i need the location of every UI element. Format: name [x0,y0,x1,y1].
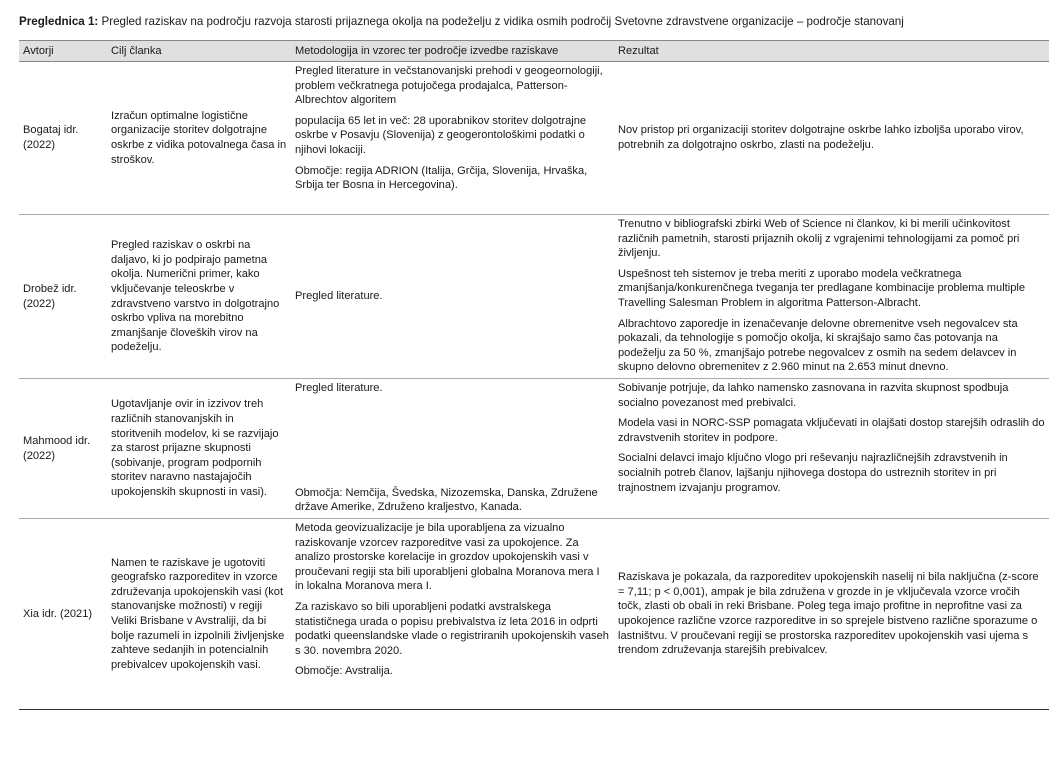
result-paragraph: Modela vasi in NORC-SSP pomagata vključevati in olajšati dostop starejših odraslih do zdravstvenih storitev in podpore. [618,417,1045,444]
goal-cell: Izračun optimalne logistične organizacije storitev dolgotrajne oskrbe z vidika potovalnega časa in stroškov. [107,62,291,215]
result-paragraph: Sobivanje potrjuje, da lahko namensko zasnovana in razvita skupnost spodbuja socialno povezanost med prebivalci. [618,382,1009,409]
author-cell: Mahmood idr. (2022) [19,379,107,519]
table-row [19,519,1049,710]
method-paragraph: Metoda geovizualizacije je bila uporabljena za vizualno raziskovanje vzorcev razporeditve vasi za upokojence. Za analizo prostorske korelacije in grozdov upokojenskih vasi v proučevani regiji sta bili uporabljeni globalna Moranova mera I in lokalna Moranova mera I. [295,522,600,593]
method-paragraph: Pregled literature in večstanovanjski prehodi v geogeornologiji, problem večkratnega potujočega prodajalca, Patterson-Albrechtov algoritem [295,65,603,107]
table-caption [19,14,1049,30]
result-paragraph: Albrachtovo zaporedje in izenačevanje delovne obremenitve vseh negovalcev sta pokazali, da tehnologije s pomočjo okolja, ki skrajšajo samo čas potovanja na podeželju za 50 %, zmanjšajo potrebe negovalcev z osmih na sedem delavcev in skupno delovno obremenitev z 2.960 minut na 2.653 minut dnevno. [618,317,1018,374]
author-cell: Drobež idr. (2022) [19,215,107,379]
result-cell [614,215,1049,379]
goal-cell: Ugotavljanje ovir in izzivov treh različnih stanovanjskih in storitvenih modelov, ki se razvijajo za starost prijazne skupnosti (sobivanje, program podpornih storitev naravno nastajajočih upokojenskih skupnosti in vasi). [107,379,291,519]
caption-label: Preglednica 1: [19,15,99,28]
method-paragraph: Pregled literature. [295,382,383,394]
method-paragraph: populacija 65 let in več: 28 uporabnikov storitev dolgotrajne oskrbe v Posavju (Slovenija) z geogerontološkimi podatki o njihovi lokaciji. [295,114,587,156]
method-cell [291,62,614,215]
result-cell [614,62,1049,215]
table-header-row [19,41,1049,62]
result-paragraph: Uspešnost teh sistemov je treba meriti z uporabo modela večkratnega zmanjšanja/konkurenčnega tveganja ter predlagane kombinacije problema multiple Travelling Salesman Problem in algoritma Patterson-Albracht. [618,267,1026,309]
header-method: Metodologija in vzorec ter področje izvedbe raziskave [291,41,614,62]
result-paragraph: Trenutno v bibliografski zbirki Web of Science ni člankov, ki bi merili učinkovitost različnih pametnih, starosti prijaznih okolij z vgrajenimi tehnologijami za pomoč pri življenju. [618,218,1020,260]
result-paragraph: Nov pristop pri organizaciji storitev dolgotrajne oskrbe lahko izboljša uporabo virov, potrebnih za dolgotrajno oskrbo, zlasti na podeželju. [618,124,1024,151]
header-result: Rezultat [614,41,1049,62]
table-row [19,379,1049,519]
method-paragraph: Pregled literature. [295,290,383,303]
header-goal: Cilj članka [107,41,291,62]
header-authors: Avtorji [19,41,107,62]
result-paragraph: Socialni delavci imajo ključno vlogo pri reševanju najrazličnejših zdravstvenih in socialnih potreb članov, lajšanju njihovega dostopa do ustreznih storitev in pri trajnostnem izvajanju programov. [618,452,1008,494]
author-cell: Xia idr. (2021) [19,519,107,710]
method-paragraph: Za raziskavo so bili uporabljeni podatki avstralskega statističnega urada o popisu prebivalstva iz leta 2016 in odprti podatki queenslandske vlade o registriranih upokojenskih vaseh s 30. novembra 2020. [295,600,609,657]
author-cell: Bogataj idr. (2022) [19,62,107,215]
method-paragraph: Območje: regija ADRION (Italija, Grčija, Slovenija, Hrvaška, Srbija ter Bosna in Hercegovina). [295,164,588,192]
result-cell [614,519,1049,710]
method-cell [291,519,614,710]
result-cell [614,379,1049,519]
table-row [19,215,1049,379]
method-paragraph: Območje: Avstralija. [295,665,393,678]
method-paragraph: Območja: Nemčija, Švedska, Nizozemska, Danska, Združene države Amerike, Združeno kraljestvo, Kanada. [295,486,598,514]
goal-cell: Namen te raziskave je ugotoviti geografsko razporeditev in vzorce združevanja upokojenskih vasi (kot stanovanjske možnosti) v regiji Veliki Brisbane v Avstraliji, da bi bolje razumeli in izpolnili življenjske zahteve sedanjih in potencialnih prebivalcev upokojenskih vasi. [107,519,291,710]
result-paragraph: Raziskava je pokazala, da razporeditev upokojenskih naselij ni bila naključna (z-score = 7,11; p < 0,001), ampak je bila združena v grozde in je vključevala vzorce vročih točk, zlasti ob obali in reki Brisbane. Poleg tega imajo profitne in neprofitne vasi za upokojence različne vzorce razporeditve in so sprejele bistveno različne sporazume o lastništvu. V proučevani regiji se prostorska razporeditev upokojenskih vasi ujema s trendom združevanja starejših prebivalcev. [618,571,1039,657]
method-cell [291,379,614,519]
literature-table [19,40,1049,710]
goal-cell: Pregled raziskav o oskrbi na daljavo, ki jo podpirajo pametna okolja. Numerični primer, kako vključevanje teleoskrbe v zdravstveno varstvo in dolgotrajno oskrbo vpliva na morebitno zmanjšanje človeških virov na podeželju. [107,215,291,379]
method-cell [291,215,614,379]
caption-text: Pregled raziskav na področju razvoja starosti prijaznega okolja na podeželju z vidika osmih področij Svetovne zdravstvene organizacije – področje stanovanj [98,15,904,28]
table-row [19,62,1049,215]
